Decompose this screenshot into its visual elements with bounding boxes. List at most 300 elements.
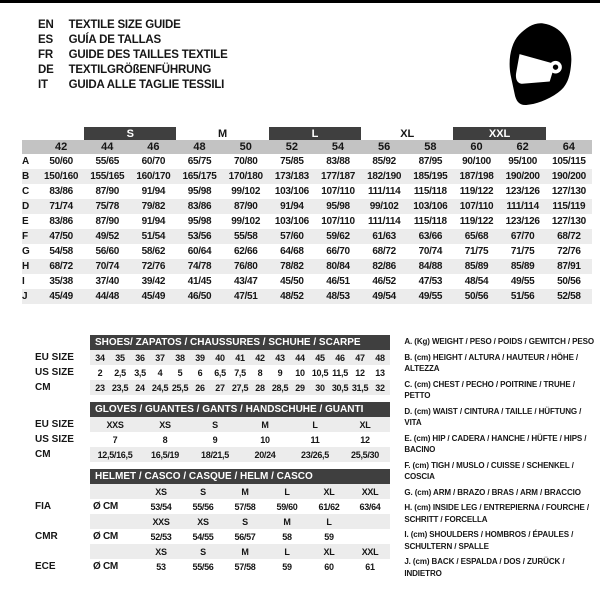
measurement-cell: 115/118: [413, 186, 447, 197]
row-letter: H: [22, 259, 38, 274]
measurement-cell: 48/53: [315, 289, 361, 304]
measurement-cell: 123/126: [505, 216, 540, 227]
shoes-size-table: [35, 335, 390, 395]
measurement-cell: 119/122: [459, 186, 494, 197]
measurement-cell: 82/86: [361, 259, 407, 274]
shoes-cell: 6,5: [214, 367, 226, 378]
measurement-cell: 74/78: [176, 259, 222, 274]
measurement-cell: 48/54: [464, 276, 489, 287]
measurement-cell: 47/51: [223, 289, 269, 304]
gloves-size-table: [35, 402, 390, 462]
measurement-cell: 65/68: [453, 229, 499, 244]
measurement-row-H: [22, 259, 592, 274]
shoes-cell: 47: [350, 350, 370, 365]
shoes-cell: 23: [90, 380, 110, 395]
helmet-size-label: M: [224, 484, 266, 499]
measurement-cell: 182/190: [361, 169, 407, 184]
helmet-sizes-row-fia: [35, 484, 390, 499]
size-group-s: S: [84, 127, 176, 140]
language-list: [38, 18, 228, 93]
legend-item: I. (cm) SHOULDERS / HOMBROS / ÉPAULES / SCHULTERN / SPALLE: [404, 530, 574, 551]
shoes-cell: 9: [277, 367, 283, 378]
measurement-cell: 49/52: [84, 229, 130, 244]
measurement-row-A: [22, 154, 592, 169]
helmet-value-cell: 57/58: [234, 561, 256, 572]
measurement-cell: 58/62: [141, 246, 166, 257]
row-letter: E: [22, 216, 29, 227]
measurement-cell: 75/78: [84, 199, 130, 214]
measurement-cell: 48/52: [269, 289, 315, 304]
size-group-spacer: [38, 127, 84, 140]
helmet-size-label: XS: [140, 544, 182, 559]
gloves-title: GLOVES / GUANTES / GANTS / HANDSCHUHE / GUANTI: [90, 402, 390, 417]
measurement-cell: 165/175: [176, 169, 222, 184]
measurement-cell: 61/63: [361, 229, 407, 244]
standard-label: FIA: [35, 499, 90, 514]
gloves-cell: 18/21,5: [190, 447, 240, 462]
helmet-size-label: XS: [140, 484, 182, 499]
gloves-cell: 11: [310, 434, 320, 445]
helmet-value-cell: 63/64: [359, 501, 381, 512]
gloves-cell: 16,5/19: [140, 447, 190, 462]
shoes-cell: 34: [90, 350, 110, 365]
measurement-cell: 43/47: [233, 276, 258, 287]
shoes-cell: 10,5: [311, 367, 329, 378]
measurement-cell: 99/102: [231, 216, 261, 227]
measurement-cell: 47/50: [38, 229, 84, 244]
shoes-cell: 25,5: [170, 380, 190, 395]
measurement-row-E: [22, 214, 592, 229]
row-label: US SIZE: [35, 432, 90, 447]
racing-helmet-icon: [484, 18, 574, 110]
helmet-size-label: L: [266, 484, 308, 499]
measurement-cell: 85/89: [500, 259, 546, 274]
measurement-legend: [404, 335, 600, 583]
measurement-cell: 68/72: [546, 229, 592, 244]
shoes-cell: 27,5: [230, 380, 250, 395]
helmet-value-cell: 55/56: [192, 501, 214, 512]
shoes-cell: 10: [295, 367, 305, 378]
helmet-values-row-fia: [35, 499, 390, 514]
measurement-cell: 41/45: [187, 276, 212, 287]
language-row: [38, 33, 228, 48]
shoes-cell: 28: [250, 380, 270, 395]
row-letter: G: [22, 246, 30, 257]
helmet-value-cell: 56/57: [234, 531, 256, 542]
shoes-cell: 37: [150, 350, 170, 365]
helmet-values-row-cmr: [35, 529, 390, 544]
measurement-cell: 60/64: [187, 246, 212, 257]
measurement-cell: 90/100: [462, 156, 491, 167]
numeric-size: 46: [130, 140, 176, 154]
measurement-cell: 107/110: [321, 216, 355, 227]
shoes-cell: 8: [257, 367, 263, 378]
measurement-cell: 190/200: [546, 169, 592, 184]
shoes-cell: 41: [230, 350, 250, 365]
numeric-size: 42: [38, 140, 84, 154]
helmet-value-cell: 61: [365, 561, 375, 572]
measurement-cell: 64/68: [280, 246, 304, 257]
row-label: CM: [35, 447, 90, 462]
gloves-cell: M: [240, 417, 290, 432]
measurement-cell: 70/80: [233, 156, 258, 167]
language-code: ES: [38, 34, 53, 46]
helmet-value-cell: 54/55: [192, 531, 214, 542]
measurement-cell: 83/86: [49, 186, 73, 197]
numeric-size-row: [22, 140, 592, 154]
row-letter: C: [22, 186, 29, 197]
helmet-value-cell: 59: [324, 531, 334, 542]
measurement-cell: 71/75: [510, 246, 535, 257]
shoes-cell: 31,5: [350, 380, 370, 395]
legend-item: J. (cm) BACK / ESPALDA / DOS / ZURÜCK / INDIETRO: [404, 557, 565, 578]
gloves-row-eu-size: [35, 417, 390, 432]
helmet-size-label: XXL: [350, 544, 390, 559]
measurement-cell: 111/114: [367, 186, 401, 197]
measurement-cell: 49/54: [361, 289, 407, 304]
row-letter: F: [22, 229, 38, 244]
legend-item: G. (cm) ARM / BRAZO / BRAS / ARM / BRACCIO: [404, 487, 581, 497]
row-letter: J: [22, 289, 38, 304]
measurement-cell: 72/76: [130, 259, 176, 274]
numeric-size-spacer: [22, 140, 38, 154]
measurement-cell: 103/106: [274, 186, 309, 197]
helmet-value-cell: [350, 529, 390, 544]
row-letter: A: [22, 156, 29, 167]
standard-label: CMR: [35, 529, 90, 544]
measurement-cell: 60/70: [141, 156, 166, 167]
helmet-value-cell: 59: [282, 561, 292, 572]
shoes-row-us-size: [35, 365, 390, 380]
measurement-cell: 70/74: [84, 259, 130, 274]
accessory-tables: [0, 335, 391, 583]
gloves-cell: 10: [260, 434, 270, 445]
diameter-label: Ø CM: [93, 531, 118, 542]
measurement-cell: 177/187: [315, 169, 361, 184]
measurement-cell: 46/51: [326, 276, 350, 287]
helmet-sizes-row-ece: [35, 544, 390, 559]
helmet-size-table: [35, 469, 390, 574]
shoes-cell: 26: [190, 380, 210, 395]
shoes-cell: 30,5: [330, 380, 350, 395]
language-row: [38, 63, 228, 78]
helmet-value-cell: 60: [324, 561, 334, 572]
language-code: DE: [38, 64, 54, 76]
measurement-cell: 55/58: [223, 229, 269, 244]
legend-item: C. (cm) CHEST / PECHO / POITRINE / TRUHE / PETTO: [404, 379, 575, 400]
shoes-cell: 12: [355, 367, 365, 378]
legend-item: A. (Kg) WEIGHT / PESO / POIDS / GEWITCH / PESO: [404, 337, 594, 346]
measurement-cell: 91/94: [141, 216, 166, 227]
gloves-cell: 25,5/30: [340, 447, 390, 462]
numeric-size: 60: [453, 140, 499, 154]
numeric-size: 64: [546, 140, 592, 154]
measurement-cell: 123/126: [505, 186, 540, 197]
gloves-cell: S: [190, 417, 240, 432]
legend-item: B. (cm) HEIGHT / ALTURA / HAUTEUR / HÖHE / ALTEZZA: [404, 352, 579, 373]
measurement-cell: 87/90: [95, 186, 119, 197]
helmet-size-label: L: [266, 544, 308, 559]
helmet-sizes-row-cmr: [35, 514, 390, 529]
gloves-cell: 7: [112, 434, 118, 445]
helmet-size-label: XL: [308, 544, 350, 559]
measurement-cell: 71/75: [464, 246, 489, 257]
numeric-size: 58: [407, 140, 453, 154]
measurement-cell: 95/100: [508, 156, 538, 167]
bottom-section: [0, 335, 600, 583]
row-label: EU SIZE: [35, 350, 90, 365]
measurement-cell: 84/88: [407, 259, 453, 274]
legend-item: E. (cm) HIP / CADERA / HANCHE / HÜFTE / HIPS / BACINO: [404, 433, 587, 454]
language-row: [38, 48, 228, 63]
row-label: CM: [35, 380, 90, 395]
measurement-cell: 95/98: [187, 216, 212, 227]
measurement-cell: 91/94: [141, 186, 166, 197]
measurement-row-F: [22, 229, 592, 244]
helmet-value-cell: 57/58: [234, 501, 256, 512]
shoes-cell: 11,5: [332, 367, 348, 378]
helmet-size-label: XXL: [350, 484, 390, 499]
shoes-cell: 29: [290, 380, 310, 395]
header: [0, 3, 600, 110]
measurement-row-J: [22, 289, 592, 304]
gloves-cell: 20/24: [240, 447, 290, 462]
measurement-cell: 83/86: [49, 216, 73, 227]
measurement-cell: 150/160: [38, 169, 84, 184]
measurement-cell: 35/38: [49, 276, 73, 287]
diameter-label: Ø CM: [93, 501, 118, 512]
shoes-cell: 35: [110, 350, 130, 365]
shoes-cell: 23,5: [110, 380, 130, 395]
measurement-cell: 51/54: [130, 229, 176, 244]
gloves-cell: 8: [162, 434, 168, 445]
measurement-cell: 55/65: [95, 156, 119, 167]
measurement-cell: 76/80: [223, 259, 269, 274]
measurement-cell: 68/72: [372, 246, 396, 257]
helmet-value-cell: 61/62: [318, 501, 340, 512]
measurement-cell: 54/58: [49, 246, 73, 257]
size-group-l: L: [269, 127, 361, 140]
helmet-value-cell: 53/54: [150, 501, 172, 512]
gloves-row-us-size: [35, 432, 390, 447]
measurement-row-G: [22, 244, 592, 259]
helmet-value-cell: 59/60: [276, 501, 298, 512]
measurement-cell: 155/165: [84, 169, 130, 184]
measurement-cell: 68/72: [38, 259, 84, 274]
measurement-cell: 70/74: [418, 246, 443, 257]
numeric-size: 48: [176, 140, 222, 154]
helmet-size-label: XXS: [140, 514, 182, 529]
row-label: US SIZE: [35, 365, 90, 380]
helmet-value-cell: 53: [156, 561, 166, 572]
textile-size-table: [22, 127, 592, 304]
shoes-cell: 24,5: [150, 380, 170, 395]
language-code: EN: [38, 19, 54, 31]
measurement-cell: 115/118: [413, 216, 447, 227]
measurement-cell: 59/62: [315, 229, 361, 244]
gloves-title-row: [35, 402, 390, 417]
measurement-cell: 103/106: [407, 199, 453, 214]
guide-title: GUIDA ALLE TAGLIE TESSILI: [68, 79, 225, 91]
measurement-cell: 91/94: [269, 199, 315, 214]
helmet-size-label: M: [224, 544, 266, 559]
standard-label: ECE: [35, 559, 90, 574]
row-letter: B: [22, 169, 38, 184]
measurement-cell: 79/82: [130, 199, 176, 214]
row-letter: D: [22, 199, 38, 214]
measurement-cell: 45/49: [38, 289, 84, 304]
shoes-cell: 48: [370, 350, 390, 365]
size-group-xxl: XXL: [453, 127, 545, 140]
measurement-cell: 46/50: [176, 289, 222, 304]
shoes-cell: 38: [170, 350, 190, 365]
language-code: FR: [38, 49, 53, 61]
measurement-cell: 78/82: [269, 259, 315, 274]
shoes-cell: 42: [250, 350, 270, 365]
helmet-values-row-ece: [35, 559, 390, 574]
gloves-cell: 9: [212, 434, 218, 445]
helmet-size-label: L: [308, 514, 350, 529]
shoes-cell: 28,5: [270, 380, 290, 395]
measurement-cell: 75/85: [280, 156, 304, 167]
shoes-cell: 6: [197, 367, 203, 378]
measurement-cell: 72/76: [557, 246, 581, 257]
shoes-cell: 2,5: [114, 367, 126, 378]
language-row: [38, 18, 228, 33]
measurement-cell: 107/110: [453, 199, 499, 214]
gloves-cell: 23/26,5: [290, 447, 340, 462]
measurement-cell: 111/114: [500, 199, 546, 214]
measurement-cell: 95/98: [187, 186, 212, 197]
helmet-value-cell: 52/53: [150, 531, 172, 542]
helmet-size-label: XS: [182, 514, 224, 529]
measurement-cell: 127/130: [551, 186, 586, 197]
diameter-label: Ø CM: [93, 561, 118, 572]
measurement-cell: 111/114: [367, 216, 401, 227]
language-row: [38, 78, 228, 93]
helmet-size-label: XL: [308, 484, 350, 499]
measurement-cell: 85/92: [372, 156, 396, 167]
measurement-cell: 46/52: [372, 276, 396, 287]
gloves-cell: L: [290, 417, 340, 432]
measurement-cell: 49/55: [407, 289, 453, 304]
shoes-cell: 3,5: [134, 367, 146, 378]
size-group-spacer: [22, 127, 38, 140]
language-code: IT: [38, 79, 48, 91]
measurement-cell: 67/70: [500, 229, 546, 244]
numeric-size: 44: [84, 140, 130, 154]
shoes-cell: 13: [375, 367, 385, 378]
measurement-cell: 45/49: [130, 289, 176, 304]
measurement-cell: 119/122: [459, 216, 494, 227]
guide-title: GUÍA DE TALLAS: [68, 34, 161, 46]
row-letter: I: [22, 276, 25, 287]
measurement-cell: 56/60: [95, 246, 119, 257]
helmet-size-label: [350, 514, 390, 529]
measurement-cell: 71/74: [38, 199, 84, 214]
helmet-size-label: S: [182, 484, 224, 499]
helmet-title-row: [35, 469, 390, 484]
measurement-cell: 115/119: [546, 199, 592, 214]
measurement-cell: 95/98: [315, 199, 361, 214]
shoes-cell: 4: [157, 367, 163, 378]
guide-title: TEXTILGRÖßENFÜHRUNG: [68, 64, 212, 76]
helmet-value-cell: 58: [282, 531, 292, 542]
numeric-size: 56: [361, 140, 407, 154]
measurement-cell: 127/130: [551, 216, 586, 227]
gloves-cell: XS: [140, 417, 190, 432]
size-group-row: [22, 127, 592, 140]
shoes-cell: 36: [130, 350, 150, 365]
measurement-cell: 103/106: [274, 216, 309, 227]
measurement-cell: 87/95: [418, 156, 443, 167]
measurement-cell: 45/50: [280, 276, 304, 287]
measurement-cell: 160/170: [130, 169, 176, 184]
measurement-cell: 50/56: [453, 289, 499, 304]
guide-title: TEXTILE SIZE GUIDE: [68, 19, 181, 31]
shoes-cell: 30: [310, 380, 330, 395]
shoes-title: SHOES/ ZAPATOS / CHAUSSURES / SCHUHE / SCARPE: [90, 335, 390, 350]
measurement-row-I: [22, 274, 592, 289]
measurement-cell: 107/110: [321, 186, 355, 197]
shoes-cell: 32: [370, 380, 390, 395]
measurement-cell: 80/84: [315, 259, 361, 274]
measurement-cell: 66/70: [326, 246, 350, 257]
size-group-xl: XL: [400, 127, 415, 140]
measurement-cell: 57/60: [269, 229, 315, 244]
helmet-size-label: S: [182, 544, 224, 559]
measurement-cell: 50/56: [557, 276, 581, 287]
measurement-cell: 52/58: [546, 289, 592, 304]
measurement-cell: 173/183: [269, 169, 315, 184]
measurement-cell: 105/115: [552, 156, 586, 167]
row-label: EU SIZE: [35, 417, 90, 432]
measurement-cell: 39/42: [141, 276, 166, 287]
gloves-cell: 12,5/16,5: [90, 447, 140, 462]
measurement-cell: 87/90: [223, 199, 269, 214]
measurement-cell: 50/60: [49, 156, 73, 167]
measurement-cell: 51/56: [500, 289, 546, 304]
measurement-cell: 187/198: [453, 169, 499, 184]
size-group-spacer: [546, 127, 592, 140]
measurement-cell: 83/86: [176, 199, 222, 214]
measurement-cell: 62/66: [233, 246, 258, 257]
measurement-cell: 47/53: [418, 276, 443, 287]
measurement-cell: 44/48: [84, 289, 130, 304]
measurement-cell: 185/195: [407, 169, 453, 184]
measurement-cell: 63/66: [407, 229, 453, 244]
measurement-cell: 99/102: [231, 186, 261, 197]
measurement-cell: 53/56: [176, 229, 222, 244]
guide-title: GUIDE DES TAILLES TEXTILE: [68, 49, 228, 61]
numeric-size: 62: [500, 140, 546, 154]
legend-item: D. (cm) WAIST / CINTURA / TAILLE / HÜFTUNG / VITA: [404, 406, 582, 427]
shoes-cell: 2: [97, 367, 103, 378]
shoes-cell: 46: [330, 350, 350, 365]
shoes-cell: 24: [130, 380, 150, 395]
measurement-cell: 99/102: [361, 199, 407, 214]
measurement-cell: 87/91: [546, 259, 592, 274]
shoes-cell: 40: [210, 350, 230, 365]
shoes-cell: 39: [190, 350, 210, 365]
legend-item: H. (cm) INSIDE LEG / ENTREPIERNA / FOURCHE / SCHRITT / FORCELLA: [404, 503, 589, 524]
measurement-cell: 49/55: [510, 276, 535, 287]
numeric-size: 54: [315, 140, 361, 154]
shoes-row-cm: [35, 380, 390, 395]
gloves-cell: XXS: [90, 417, 140, 432]
measurement-row-D: [22, 199, 592, 214]
helmet-size-label: S: [224, 514, 266, 529]
